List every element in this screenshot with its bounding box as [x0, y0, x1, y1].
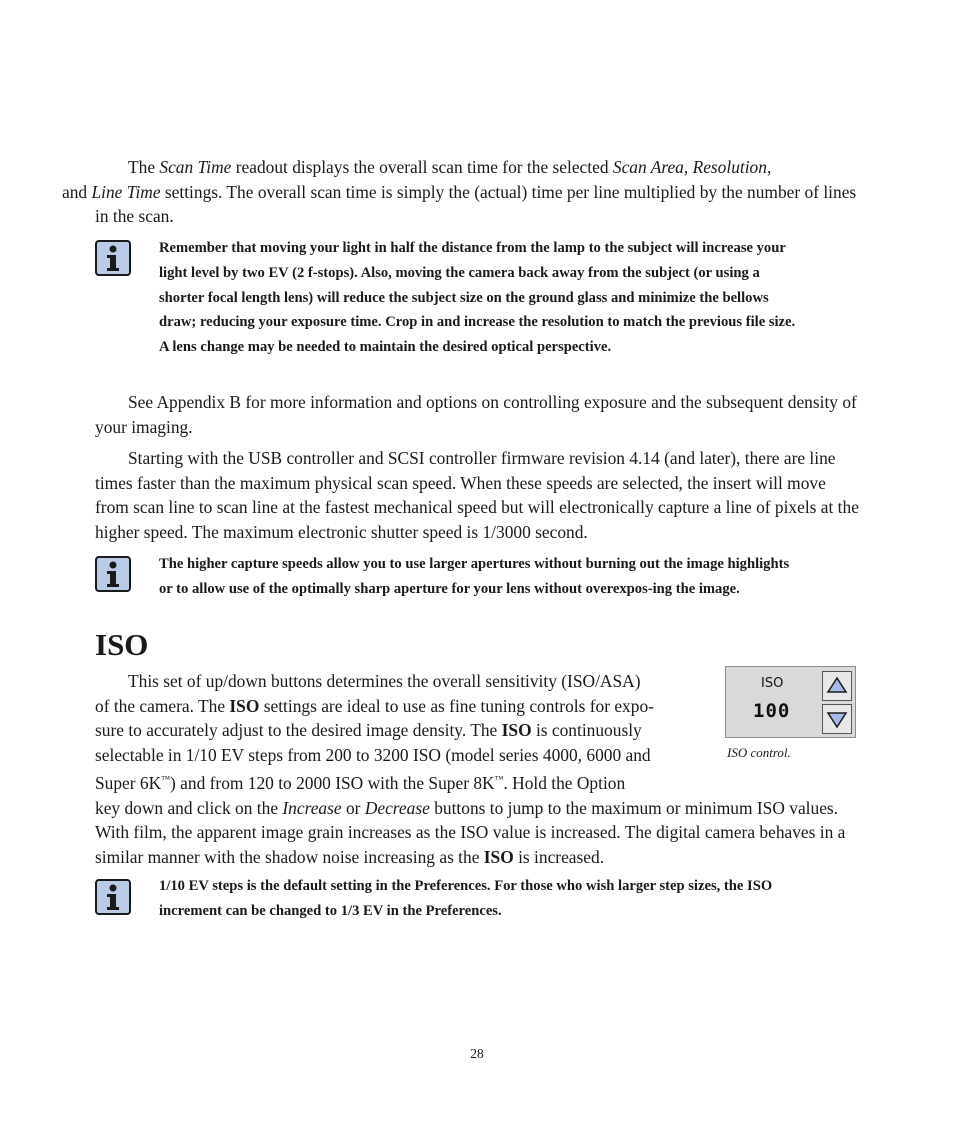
- iso-control-value: 100: [753, 700, 791, 722]
- info-note-capture-speeds: The higher capture speeds allow you to use larger apertures without burning out the image highlights or to allow use of the optimally sharp aperture for your lens without overexpos-ing the image.: [159, 556, 790, 597]
- paragraph-scan-time: The Scan Time readout displays the overall scan time for the selected Scan Area, Resolution, and Line Time settings. The overall scan time is simply the (actual) time per line multiplied by the number of lines in the scan.: [62, 157, 857, 227]
- iso-control-label: ISO: [761, 676, 784, 691]
- info-icon: [95, 879, 131, 915]
- info-note-iso-steps: 1/10 EV steps is the default setting in the Preferences. For those who wish larger step sizes, the ISO increment can be changed to 1/3 EV in the Preferences.: [159, 878, 773, 919]
- paragraph-iso: This set of up/down buttons determines the overall sensitivity (ISO/ASA) of the camera. The ISO settings are ideal to use as fine tuning controls for expo- sure to accurately adjust to the desired image density. The ISO is continuously selectable in 1/10 EV steps from 200 to 3200 ISO (model series 4000, 6000 and Super 6K™) and from 120 to 2000 ISO with the Super 8K™. Hold the Option key down and click on the Increase or Decrease buttons to jump to the maximum or minimum ISO values. With film, the apparent image grain increases as the ISO value is increased. The digital camera behaves in a similar manner with the shadow noise increasing as the ISO is increased.: [95, 671, 846, 867]
- info-icon: [95, 240, 131, 276]
- paragraph-line-times: Starting with the USB controller and SCSI controller firmware revision 4.14 (and later), there are line times faster than the maximum physical scan speed. When these speeds are selected, the insert will move from scan line to scan line at the fastest mechanical speed but will electronically capture a line of pixels at the higher speed. The maximum electronic shutter speed is 1/3000 second.: [95, 448, 859, 542]
- info-icon: [95, 556, 131, 592]
- iso-control-caption: ISO control.: [727, 745, 791, 760]
- page-number: 28: [470, 1046, 484, 1061]
- section-heading-iso: ISO: [95, 627, 149, 662]
- paragraph-appendix: See Appendix B for more information and options on controlling exposure and the subsequent density of your imaging.: [95, 392, 857, 437]
- info-note-light-distance: Remember that moving your light in half the distance from the lamp to the subject will increase your light level by two EV (2 f-stops). Also, moving the camera back away from the subject (or using a shorter focal length lens) will reduce the subject size on the ground glass and minimize the bellows draw; reducing your exposure time. Crop in and increase the resolution to match the previous file size. A lens change may be needed to maintain the desired optical perspective.: [159, 240, 796, 356]
